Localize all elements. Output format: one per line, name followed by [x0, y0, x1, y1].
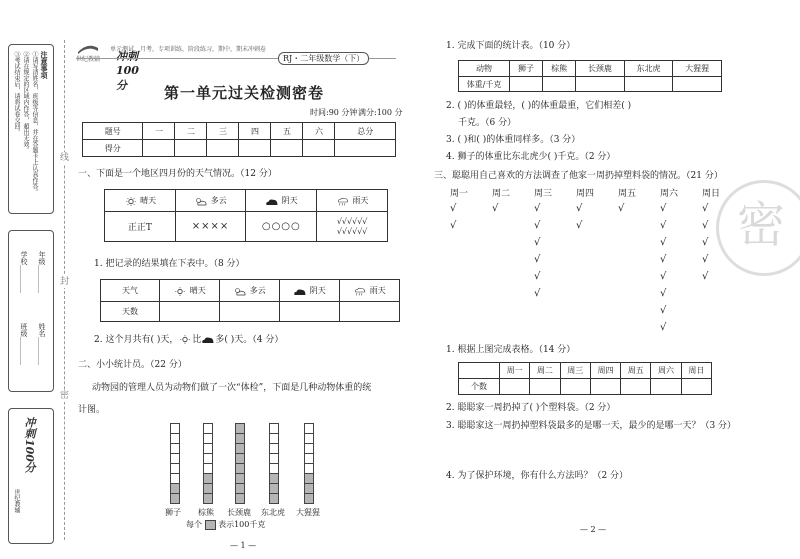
fill-cloudy: 多云 — [220, 280, 280, 302]
stat-header: 大猩猩 — [673, 61, 722, 77]
sec3-sub3: 3. 聪聪家这一周扔掉塑料袋最多的是哪一天，最少的是哪一天？（3 分） — [446, 421, 737, 431]
book-icon — [76, 40, 100, 56]
overcast-icon — [293, 287, 307, 296]
school-field[interactable]: 学校________ — [20, 251, 28, 293]
score-header: 一 — [143, 123, 175, 140]
stat-header: 动物 — [459, 61, 510, 77]
chart-column — [170, 424, 180, 504]
sec3-sub4: 4. 为了保护环境，你有什么方法吗？（2 分） — [446, 471, 629, 481]
stat-row-label: 体重/千克 — [459, 77, 510, 92]
check-mark: √ — [534, 254, 541, 265]
count-row-label: 个数 — [459, 379, 500, 395]
stat-header: 长颈鹿 — [576, 61, 625, 77]
exam-title: 第一单元过关检测密卷 — [164, 84, 325, 102]
page-number-left: — 1 — — [230, 541, 257, 550]
fill-row-label: 天数 — [101, 302, 160, 322]
answer-cell[interactable] — [576, 77, 625, 92]
chart-bar-cell — [235, 493, 245, 504]
score-header: 总分 — [335, 123, 396, 140]
class-field[interactable]: 班级________ — [20, 323, 28, 365]
bag-count-table — [458, 362, 712, 395]
score-table — [82, 122, 396, 157]
chart-bar-cell — [203, 493, 213, 504]
sidebar-brand-box — [8, 408, 54, 544]
check-column — [450, 202, 456, 236]
check-column — [618, 202, 624, 219]
check-mark: √ — [660, 305, 667, 316]
day-label: 周三 — [534, 189, 553, 199]
legend-swatch — [205, 520, 216, 530]
sec1-q2: 2. 这个月共有( )天， 比 多( )天。（4 分） — [94, 335, 284, 345]
stat-header: 东北虎 — [624, 61, 673, 77]
publisher-label: 世纪教辅 — [76, 56, 101, 63]
section1-title: 一、下面是一个地区四月份的天气情况。（12 分） — [78, 169, 277, 179]
seal-line — [64, 40, 65, 540]
chart-axis-label: 棕熊 — [198, 508, 214, 517]
score-cell[interactable] — [207, 140, 239, 157]
sec2-text-line1: 动物园的管理人员为动物们做了一次“体检”，下面是几种动物体重的统 — [92, 383, 372, 393]
check-mark: √ — [534, 203, 541, 214]
check-column — [534, 202, 540, 304]
check-mark: √ — [450, 220, 457, 231]
sec3-sub2: 2. 聪聪家一周扔掉了( )个塑料袋。（2 分） — [446, 403, 616, 413]
answer-cell[interactable] — [590, 379, 620, 395]
chart-column — [235, 424, 245, 504]
score-cell[interactable] — [303, 140, 335, 157]
notice-item: ③考试结束后，请将试卷交回。 — [13, 51, 20, 135]
check-mark: √ — [702, 254, 709, 265]
answer-cell[interactable] — [510, 77, 543, 92]
check-mark: √ — [660, 288, 667, 299]
check-mark: √ — [618, 203, 625, 214]
day-header: 周四 — [590, 363, 620, 379]
chart-bar-cell — [269, 493, 279, 504]
answer-cell[interactable] — [530, 379, 560, 395]
score-header: 六 — [303, 123, 335, 140]
answer-cell[interactable] — [673, 77, 722, 92]
sec1-q1: 1. 把记录的结果填在下表中。（8 分） — [94, 259, 245, 269]
sun-icon — [178, 335, 192, 344]
stat-header: 棕熊 — [543, 61, 576, 77]
notice-item: ①请写清姓名，班级等信息，并在答题卡上认真作答。 — [31, 51, 38, 195]
chart-axis-label: 大猩猩 — [296, 508, 320, 517]
check-mark: √ — [660, 220, 667, 231]
seal-mark-feng: 封 — [60, 277, 70, 287]
name-field[interactable]: 姓名________ — [38, 323, 46, 365]
chart-column — [304, 424, 314, 504]
weather-cloudy: 多云 — [175, 190, 246, 212]
answer-cell[interactable] — [681, 379, 711, 395]
check-mark: √ — [534, 237, 541, 248]
chart-axis-label: 长颈鹿 — [227, 508, 251, 517]
check-mark: √ — [534, 288, 541, 299]
day-label: 周五 — [618, 189, 637, 199]
right-q2: 2. ( )的体重最轻，( )的体重最重，它们相差( ) — [446, 101, 632, 111]
weather-sunny: 晴天 — [105, 190, 176, 212]
score-header: 二 — [175, 123, 207, 140]
sidebar-publisher: 世纪教辅 — [13, 489, 20, 513]
score-row-label: 得分 — [83, 140, 143, 157]
right-q1: 1. 完成下面的统计表。（10 分） — [446, 41, 576, 51]
seal-mark-line: 线 — [60, 153, 70, 163]
check-mark: √ — [660, 254, 667, 265]
partly-cloudy-icon — [233, 287, 247, 296]
check-mark: √ — [660, 271, 667, 282]
score-cell[interactable] — [143, 140, 175, 157]
day-header: 周六 — [651, 363, 681, 379]
exam-score: 满分:100 分 — [358, 108, 403, 117]
check-mark: √ — [492, 203, 499, 214]
partly-cloudy-icon — [194, 197, 208, 206]
check-column — [660, 202, 666, 338]
stat-header: 狮子 — [510, 61, 543, 77]
day-header: 周日 — [681, 363, 711, 379]
sun-icon — [173, 287, 187, 296]
header-slogan: 单元测试，月考，专项训练，阶段练习，期中，期末冲刺卷 — [110, 46, 267, 53]
overcast-icon — [265, 197, 279, 206]
day-checks — [450, 188, 740, 338]
weather-overcast: 阴天 — [246, 190, 317, 212]
notice-title: 注意事项 — [40, 51, 49, 79]
answer-cell[interactable] — [160, 302, 220, 322]
sec2-text-line2: 计图。 — [78, 405, 106, 415]
seal-mark-mi: 密 — [60, 391, 70, 401]
day-header: 周一 — [500, 363, 530, 379]
rain-icon — [353, 287, 367, 296]
check-column — [576, 202, 582, 236]
answer-cell[interactable] — [340, 302, 400, 322]
answer-cell[interactable] — [621, 379, 651, 395]
chart-legend: 每个 表示100千克 — [186, 520, 266, 529]
check-mark: √ — [702, 237, 709, 248]
check-mark: √ — [702, 271, 709, 282]
score-header: 五 — [271, 123, 303, 140]
day-header: 周二 — [530, 363, 560, 379]
exam-time: 时间:90 分钟 — [310, 108, 358, 117]
left-sidebar — [8, 44, 54, 544]
weather-rainy: 雨天 — [317, 190, 388, 212]
notice-box — [8, 44, 54, 214]
score-header: 题号 — [83, 123, 143, 140]
brand-logo: 冲刺100分 — [116, 50, 139, 92]
answer-cell[interactable] — [543, 77, 576, 92]
weather-tally-table — [104, 189, 388, 242]
day-label: 周二 — [492, 189, 511, 199]
chart-column — [269, 424, 279, 504]
check-mark: √ — [660, 322, 667, 333]
check-column — [702, 202, 708, 287]
score-header: 四 — [239, 123, 271, 140]
check-column — [492, 202, 498, 219]
fill-sunny: 晴天 — [160, 280, 220, 302]
fill-overcast: 阴天 — [280, 280, 340, 302]
day-label: 周六 — [660, 189, 679, 199]
fill-row-label: 天气 — [101, 280, 160, 302]
score-cell[interactable] — [335, 140, 396, 157]
section3-title: 三、聪聪用自己喜欢的方法调查了他家一周扔掉塑料袋的情况。（21 分） — [434, 171, 723, 181]
chart-axis-label: 东北虎 — [261, 508, 285, 517]
grade-tag: RJ・二年级数学（下） — [278, 52, 369, 65]
answer-cell[interactable] — [500, 379, 530, 395]
weight-chart — [150, 424, 390, 520]
day-header: 周五 — [621, 363, 651, 379]
weather-fill-table — [100, 279, 400, 322]
right-q3: 3. ( )和( )的体重同样多。（3 分） — [446, 135, 581, 145]
check-mark: √ — [534, 271, 541, 282]
answer-cell[interactable] — [624, 77, 673, 92]
notice-item: ②请在规定的区域内作答，超出无效。 — [22, 51, 29, 153]
sec3-sub1: 1. 根据上图完成表格。（14 分） — [446, 345, 576, 355]
weight-stat-table — [458, 60, 722, 92]
page-number-right: — 2 — — [580, 525, 607, 534]
chart-bar-cell — [170, 493, 180, 504]
score-cell[interactable] — [271, 140, 303, 157]
check-mark: √ — [576, 220, 583, 231]
right-q4: 4. 狮子的体重比东北虎少( )千克。（2 分） — [446, 152, 616, 162]
day-label: 周四 — [576, 189, 595, 199]
check-mark: √ — [534, 220, 541, 231]
section2-title: 二、小小统计员。（22 分） — [78, 360, 187, 370]
corner-cell — [459, 363, 500, 379]
answer-cell[interactable] — [280, 302, 340, 322]
check-mark: √ — [660, 203, 667, 214]
answer-cell[interactable] — [560, 379, 590, 395]
answer-cell[interactable] — [651, 379, 681, 395]
fill-rainy: 雨天 — [340, 280, 400, 302]
score-cell[interactable] — [239, 140, 271, 157]
score-cell[interactable] — [175, 140, 207, 157]
info-box — [8, 230, 54, 392]
answer-cell[interactable] — [220, 302, 280, 322]
stamp-text: 密 — [737, 197, 786, 253]
tally-cloudy: ×××× — [175, 212, 246, 242]
grade-field[interactable]: 年级________ — [38, 251, 46, 293]
sidebar-logo: 冲刺100分 — [23, 417, 36, 473]
chart-axis-label: 狮子 — [165, 508, 181, 517]
check-mark: √ — [660, 237, 667, 248]
check-mark: √ — [450, 203, 457, 214]
day-label: 周日 — [702, 189, 721, 199]
check-mark: √ — [702, 203, 709, 214]
score-header: 三 — [207, 123, 239, 140]
sun-icon — [124, 197, 138, 206]
tally-overcast: ○○○○ — [246, 212, 317, 242]
tally-sunny: 正正T — [105, 212, 176, 242]
day-label: 周一 — [450, 189, 469, 199]
rain-icon — [336, 197, 350, 206]
overcast-icon — [201, 335, 215, 344]
check-mark: √ — [702, 220, 709, 231]
check-mark: √ — [576, 203, 583, 214]
right-q2b: 千克。（6 分） — [458, 118, 517, 128]
tally-rainy: √√√√√√ √√√√√√ — [317, 212, 388, 242]
day-header: 周三 — [560, 363, 590, 379]
chart-column — [203, 424, 213, 504]
chart-bar-cell — [304, 493, 314, 504]
